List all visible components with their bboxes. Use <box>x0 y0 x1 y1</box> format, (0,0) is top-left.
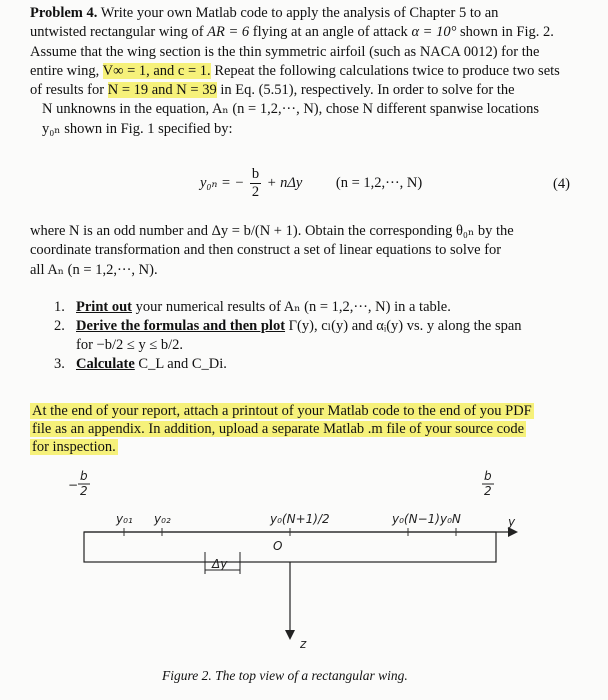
highlight-n-values: N = 19 and N = 39 <box>107 82 217 99</box>
y0n-label: y₀N <box>440 512 461 526</box>
dy-label: Δy <box>212 557 228 571</box>
task-item-2-cont: for −b/2 ≤ y ≤ b/2. <box>76 337 184 353</box>
y0n1-label: y₀(N−1) <box>392 512 440 526</box>
z-axis-arrowhead <box>285 630 295 640</box>
figure-caption: Figure 2. The top view of a rectangular wing. <box>162 668 408 683</box>
line-1: Problem 4. Write your own Matlab code to apply the analysis of Chapter 5 to an <box>30 5 499 21</box>
y-axis-label: y <box>508 515 516 529</box>
line-2: untwisted rectangular wing of AR = 6 flying at an angle of attack α = 10° shown in Fig. 2. <box>30 24 554 41</box>
line-3: Assume that the wing section is the thin symmetric airfoil (such as NACA 0012) for the <box>30 43 540 60</box>
equation-4: y₀ₙ = − $\frac{b}{2}$ + nΔy (n = 1,2,···, N) <box>200 166 423 200</box>
wing-top-view-figure <box>0 460 608 700</box>
appendix-note: At the end of your report, attach a printout of your Matlab code to the end of you PDF file as an appendix. In addition, upload a separate Matlab .m file of your source code for inspection. <box>32 403 532 455</box>
left-2-label: 2 <box>80 484 88 498</box>
origin-label: O <box>273 539 283 553</box>
right-2-label: 2 <box>484 484 492 498</box>
line-5: of results for N = 19 and N = 39 in Eq. (5.51), respectively. In order to solve for the <box>30 82 515 99</box>
right-b-label: b <box>484 469 492 483</box>
z-axis-label: z <box>300 637 307 651</box>
line-4: entire wing, V∞ = 1, and c = 1. Repeat the following calculations twice to produce two sets <box>30 62 560 79</box>
where-paragraph: where N is an odd number and Δy = b/(N + 1). Obtain the corresponding θ₀ₙ by the coordinate transformation and then construct a set of linear equations to solve for all Aₙ (n = 1,2,···, N). <box>30 223 514 278</box>
task-item-3: 3. Calculate C_L and C_Di. <box>54 356 227 372</box>
task-item-2: 2. Derive the formulas and then plot Γ(y), cₗ(y) and αᵢ(y) vs. y along the span <box>54 318 522 334</box>
task-list <box>54 298 584 374</box>
y01-label: y₀₁ <box>116 512 133 526</box>
highlight-freestream: V∞ = 1, and c = 1. <box>102 62 211 79</box>
problem-paragraph <box>30 4 580 139</box>
problem-heading: Problem 4. <box>30 5 98 21</box>
left-b-label: b <box>80 469 88 483</box>
y0mid-label: y₀(N+1)/2 <box>270 512 330 526</box>
y02-label: y₀₂ <box>154 512 171 526</box>
wing-outline <box>84 532 496 562</box>
equation-number: (4) <box>553 176 570 192</box>
left-sign-label: − <box>68 478 79 492</box>
line-6: N unknowns in the equation, Aₙ (n = 1,2,···, N), chose N different spanwise locations <box>42 101 540 118</box>
equation-fraction: $\frac{b}{2}$ <box>251 166 260 200</box>
task-item-1: 1. Print out your numerical results of Aₙ (n = 1,2,···, N) in a table. <box>54 299 451 315</box>
line-7: y₀ₙ shown in Fig. 1 specified by: <box>42 120 233 137</box>
